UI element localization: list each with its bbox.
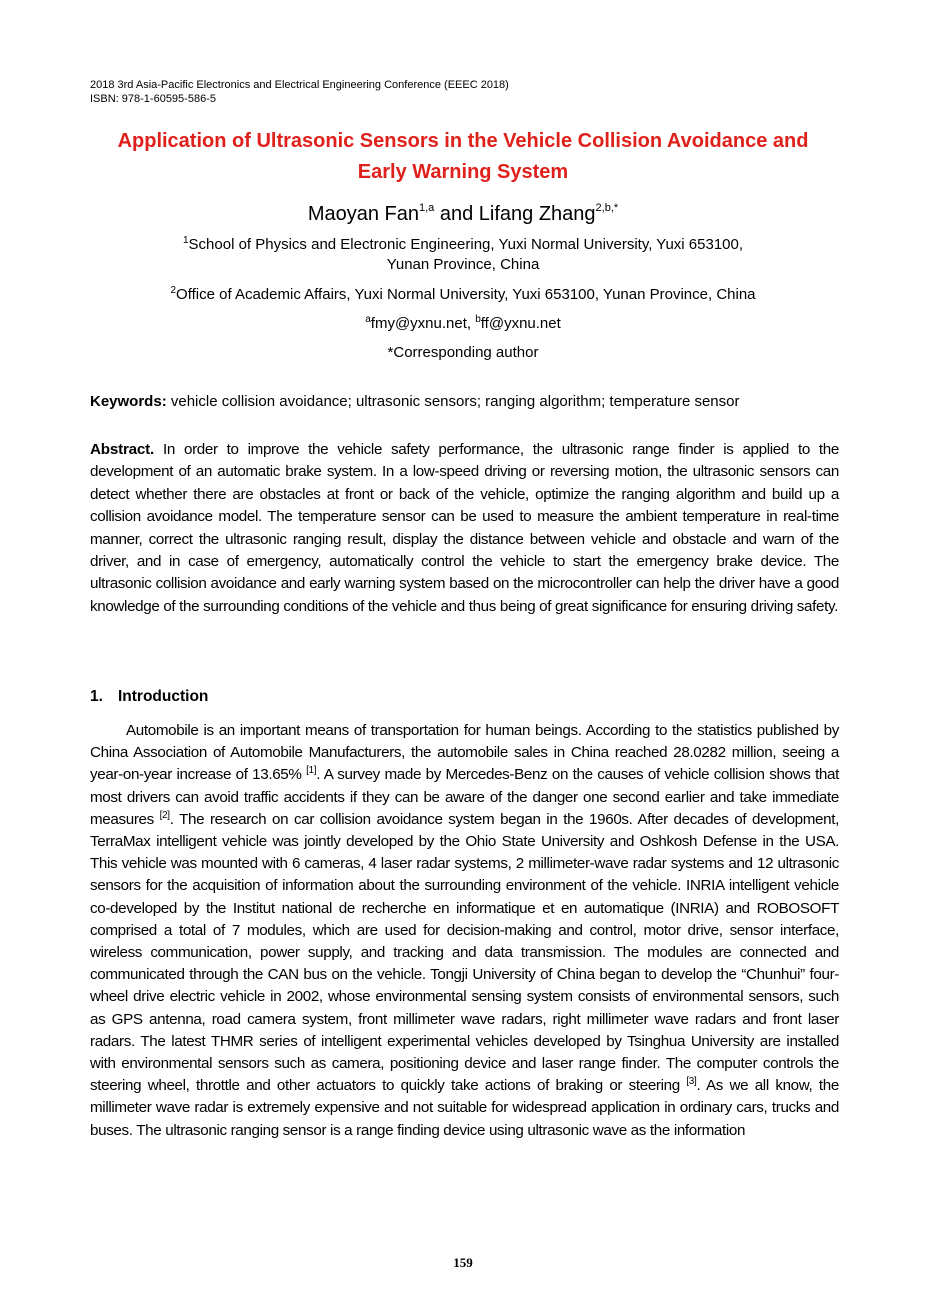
- affiliation-2: [0, 285, 926, 305]
- keywords-text: vehicle collision avoidance; ultrasonic sensors; ranging algorithm; temperature sensor: [166, 393, 740, 410]
- isbn: ISBN: 978-1-60595-586-5: [90, 93, 216, 105]
- keywords-label: Keywords:: [90, 393, 167, 410]
- affiliation-2-text: Office of Academic Affairs, Yuxi Normal University, Yuxi 653100, Yunan Province, China: [176, 286, 756, 303]
- affiliation-1-line-1: School of Physics and Electronic Engineering, Yuxi Normal University, Yuxi 653100,: [188, 236, 744, 253]
- affiliation-1: [0, 235, 926, 275]
- author-list: [0, 200, 926, 228]
- affiliation-1-sup: 1: [182, 235, 189, 246]
- email-a: fmy@yxnu.net,: [370, 315, 476, 332]
- page-number: 159: [453, 1255, 473, 1270]
- conference-header: [90, 78, 509, 106]
- abstract-text: In order to improve the vehicle safety performance, the ultrasonic range finder is applied to the development of an automatic brake system. In a low-speed driving or reversing motion, the ultrasonic sensors can detect whether there are obstacles at front or back of the vehicle, optimize the ranging algorithm and build up a collision avoidance model. The temperature sensor can be used to measure the ambient temperature in real-time manner, correct the ultrasonic ranging result, display the distance between vehicle and obstacle and warn of the driver, and in case of emergency, automatically control the vehicle to start the emergency brake device. The ultrasonic collision avoidance and early warning system based on the microcontroller can help the driver have a good knowledge of the surrounding conditions of the vehicle and thus being of great significance for ensuring driving safety.: [90, 441, 839, 615]
- introduction-paragraph: [90, 720, 839, 1142]
- author-1: Maoyan Fan: [307, 203, 419, 225]
- author-1-sup: 1,a: [418, 202, 435, 214]
- email-b-sup: b: [475, 314, 481, 325]
- author-2: Lifang Zhang: [478, 203, 596, 225]
- intro-text-3: . The research on car collision avoidance system began in the 1960s. After decades of development, TerraMax intelligent vehicle was jointly developed by the Ohio State University and Oshkosh Defense in the USA. This vehicle was mounted with 6 cameras, 4 laser radar systems, 2 millimeter-wave radar systems and 12 ultrasonic sensors for the acquisition of information about the surrounding environment of the vehicle. INRIA intelligent vehicle co-developed by the Institut national de recherche en informatique et en automatique (INRIA) and ROBOSOFT comprised a total of 7 modules, which are used for decision-making and control, motor drive, sensor interface, wireless communication, power supply, and tracking and data transmission. The modules are connected and communicated through the CAN bus on the vehicle. Tongji University of China began to develop the “Chunhui” four-wheel drive electric vehicle in 2002, whose environmental sensing system consists of environmental sensors, such as GPS antenna, road camera system, front millimeter wave radars, right millimeter wave radars and front laser radars. The latest THMR series of intelligent experimental vehicles developed by Tsinghua University are installed with environmental sensors such as camera, positioning device and laser range finder. The computer controls the steering wheel, throttle and other actuators to quickly take actions of braking or steering: [90, 810, 839, 1095]
- section-title: Introduction: [118, 688, 209, 705]
- affiliation-1-line-2: Yunan Province, China: [386, 256, 540, 273]
- corresponding-author: *Corresponding author: [387, 344, 539, 361]
- email-a-sup: a: [365, 314, 371, 325]
- citation-2: [2]: [159, 809, 170, 821]
- citation-3: [3]: [686, 1076, 697, 1088]
- title-line-2: Early Warning System: [357, 161, 569, 183]
- email-b: ff@yxnu.net: [480, 315, 561, 332]
- intro-text-2: . A survey made by Mercedes-Benz on the causes of vehicle collision shows that most drivers can avoid traffic accidents if they can be aware of the danger one second earlier and take immediate measures: [90, 766, 839, 828]
- abstract: [90, 439, 839, 618]
- intro-text-4: . As we all know, the millimeter wave radar is extremely expensive and not suitable for widespread application in ordinary cars, trucks and buses. The ultrasonic ranging sensor is a range finding device using ultrasonic wave as the information: [90, 1077, 839, 1139]
- keywords: [90, 392, 850, 412]
- author-joiner: and: [434, 203, 479, 225]
- affiliation-2-sup: 2: [170, 285, 177, 296]
- author-2-sup: 2,b,*: [595, 202, 619, 214]
- abstract-label: Abstract.: [90, 441, 155, 458]
- citation-1: [1]: [306, 765, 317, 777]
- title-line-1: Application of Ultrasonic Sensors in the Vehicle Collision Avoidance and: [117, 130, 809, 152]
- email-line: [0, 314, 926, 334]
- paper-title: [80, 126, 846, 188]
- section-number: 1.: [90, 688, 103, 705]
- intro-text-1: Automobile is an important means of transportation for human beings. According to the statistics published by China Association of Automobile Manufacturers, the automobile sales in China reached 28.0282 million, seeing a year-on-year increase of 13.65%: [90, 722, 839, 784]
- section-heading: [90, 688, 208, 706]
- conference-name: 2018 3rd Asia-Pacific Electronics and Electrical Engineering Conference (EEEC 2018): [90, 79, 509, 91]
